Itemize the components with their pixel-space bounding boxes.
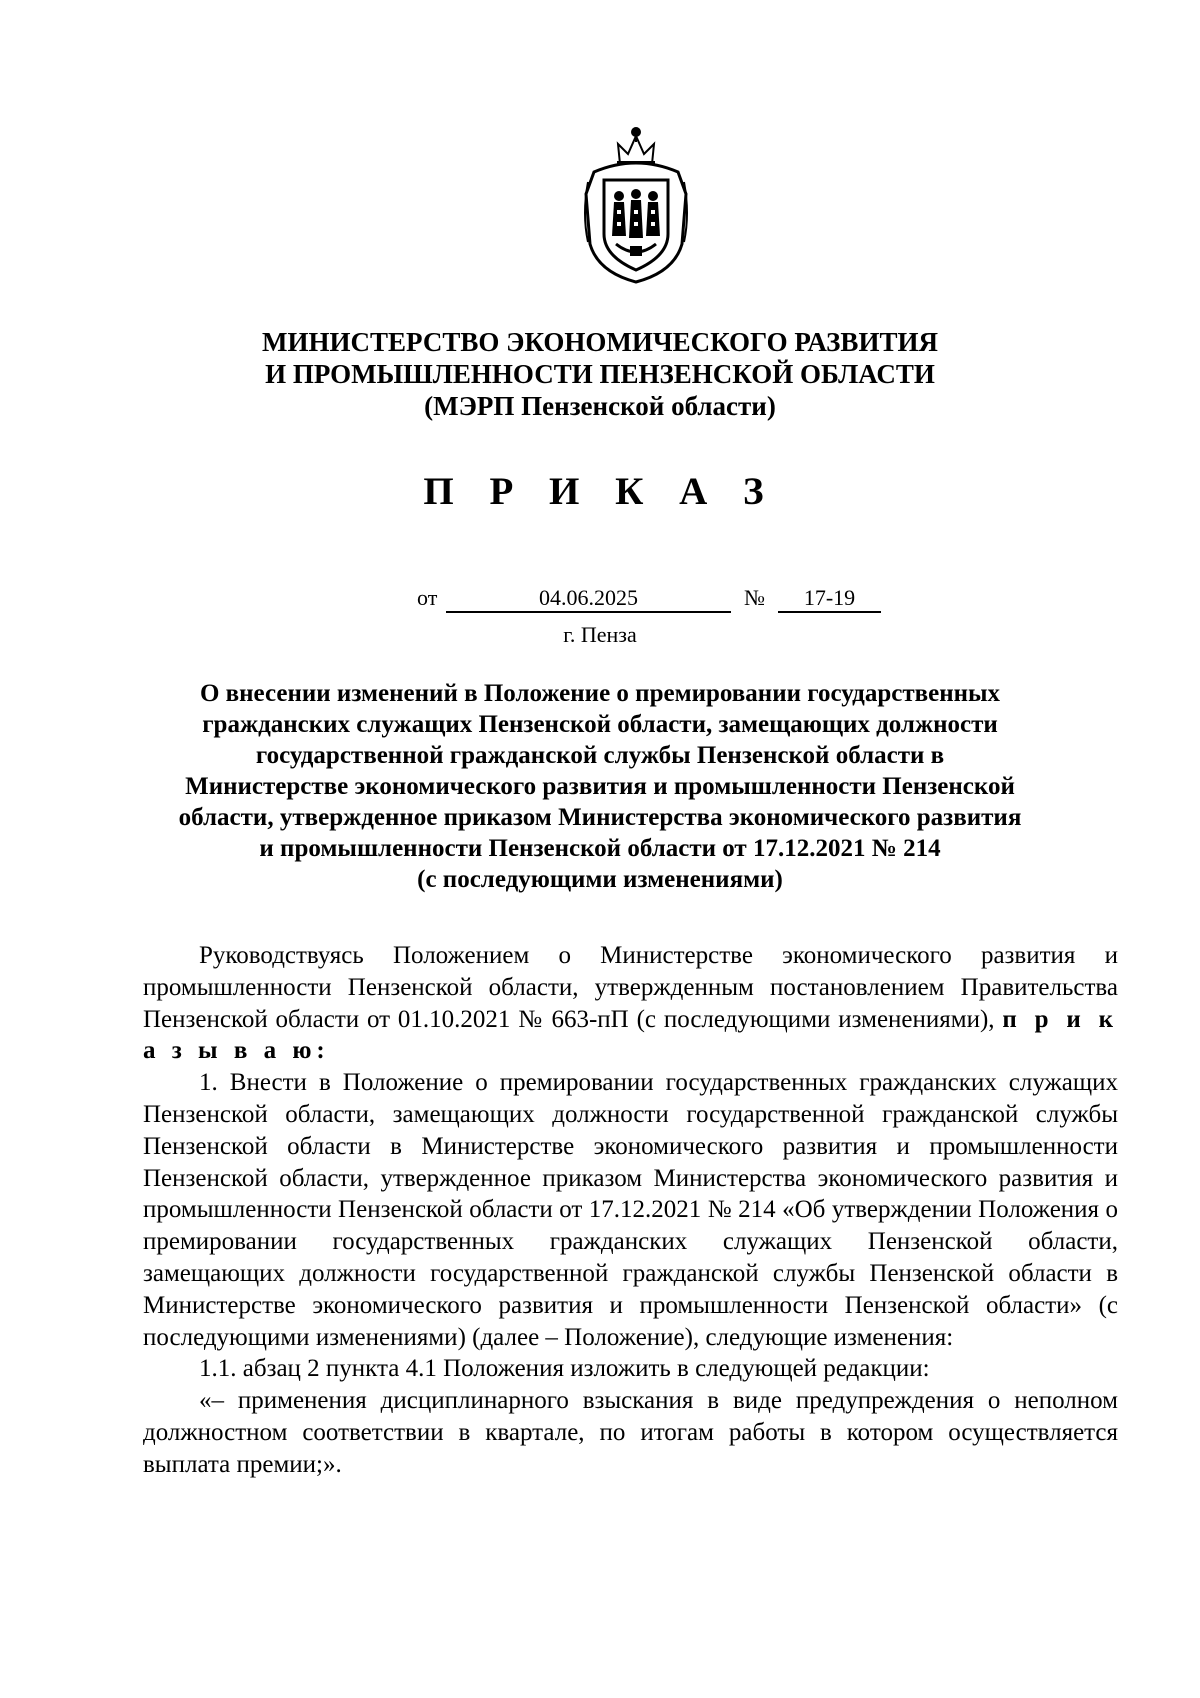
document-number: 17-19 xyxy=(778,583,881,613)
subject-line: Министерстве экономического развития и промышленности Пензенской xyxy=(185,773,1015,800)
number-prefix: № xyxy=(744,585,765,610)
subject-line: О внесении изменений в Положение о премировании государственных xyxy=(199,680,1001,707)
subject-line: государственной гражданской службы Пензенской области в xyxy=(255,742,945,769)
subject-line: (с последующими изменениями) xyxy=(417,866,783,893)
quoted-amendment-paragraph: «– применения дисциплинарного взыскания в виде предупреждения о неполном должностном соответствии в квартале, по итогам работы в котором осуществляется выплата премии;». xyxy=(143,1387,1118,1478)
document-body xyxy=(143,940,1118,1481)
document-city: г. Пенза xyxy=(563,622,637,647)
ministry-name-line2: И ПРОМЫШЛЕННОСТИ ПЕНЗЕНСКОЙ ОБЛАСТИ xyxy=(265,359,935,389)
coat-of-arms-icon xyxy=(574,124,698,286)
item-1-paragraph: 1. Внести в Положение о премировании государственных гражданских служащих Пензенской области, замещающих должности государственной гражданской службы Пензенской области в Министерстве экономического развития и промышленности Пензенской области, утвержденное приказом Министерства экономического развития и промышленности Пензенской области от 17.12.2021 № 214 «Об утверждении Положения о премировании государственных гражданских служащих Пензенской области, замещающих должности государственной гражданской службы Пензенской области в Министерстве экономического развития и промышленности Пензенской области» (с последующими изменениями) (далее – Положение), следующие изменения: xyxy=(143,1069,1118,1351)
ministry-short-name: (МЭРП Пензенской области) xyxy=(424,391,776,421)
preamble-text: Руководствуясь Положением о Министерстве экономического развития и промышленности Пензенской области, утвержденным постановлением Правительства Пензенской области от 01.10.2021 № 663-пП (с последующими изменениями), xyxy=(143,942,1118,1033)
document-subject xyxy=(130,678,1070,895)
subject-line: области, утвержденное приказом Министерства экономического развития xyxy=(178,804,1022,831)
date-prefix: от xyxy=(417,585,438,610)
document-type-title: П Р И К А З xyxy=(423,470,777,513)
subject-line: и промышленности Пензенской области от 17.12.2021 № 214 xyxy=(259,835,941,862)
preamble-paragraph xyxy=(143,940,1118,1067)
subject-line: гражданских служащих Пензенской области, замещающих должности xyxy=(202,711,998,738)
item-1-1-paragraph: 1.1. абзац 2 пункта 4.1 Положения изложить в следующей редакции: xyxy=(199,1355,930,1383)
ministry-header xyxy=(150,326,1050,422)
order-word: п р и к а з ы в а ю: xyxy=(143,1005,1118,1065)
ministry-name-line1: МИНИСТЕРСТВО ЭКОНОМИЧЕСКОГО РАЗВИТИЯ xyxy=(262,327,938,357)
document-date: 04.06.2025 xyxy=(446,583,731,613)
